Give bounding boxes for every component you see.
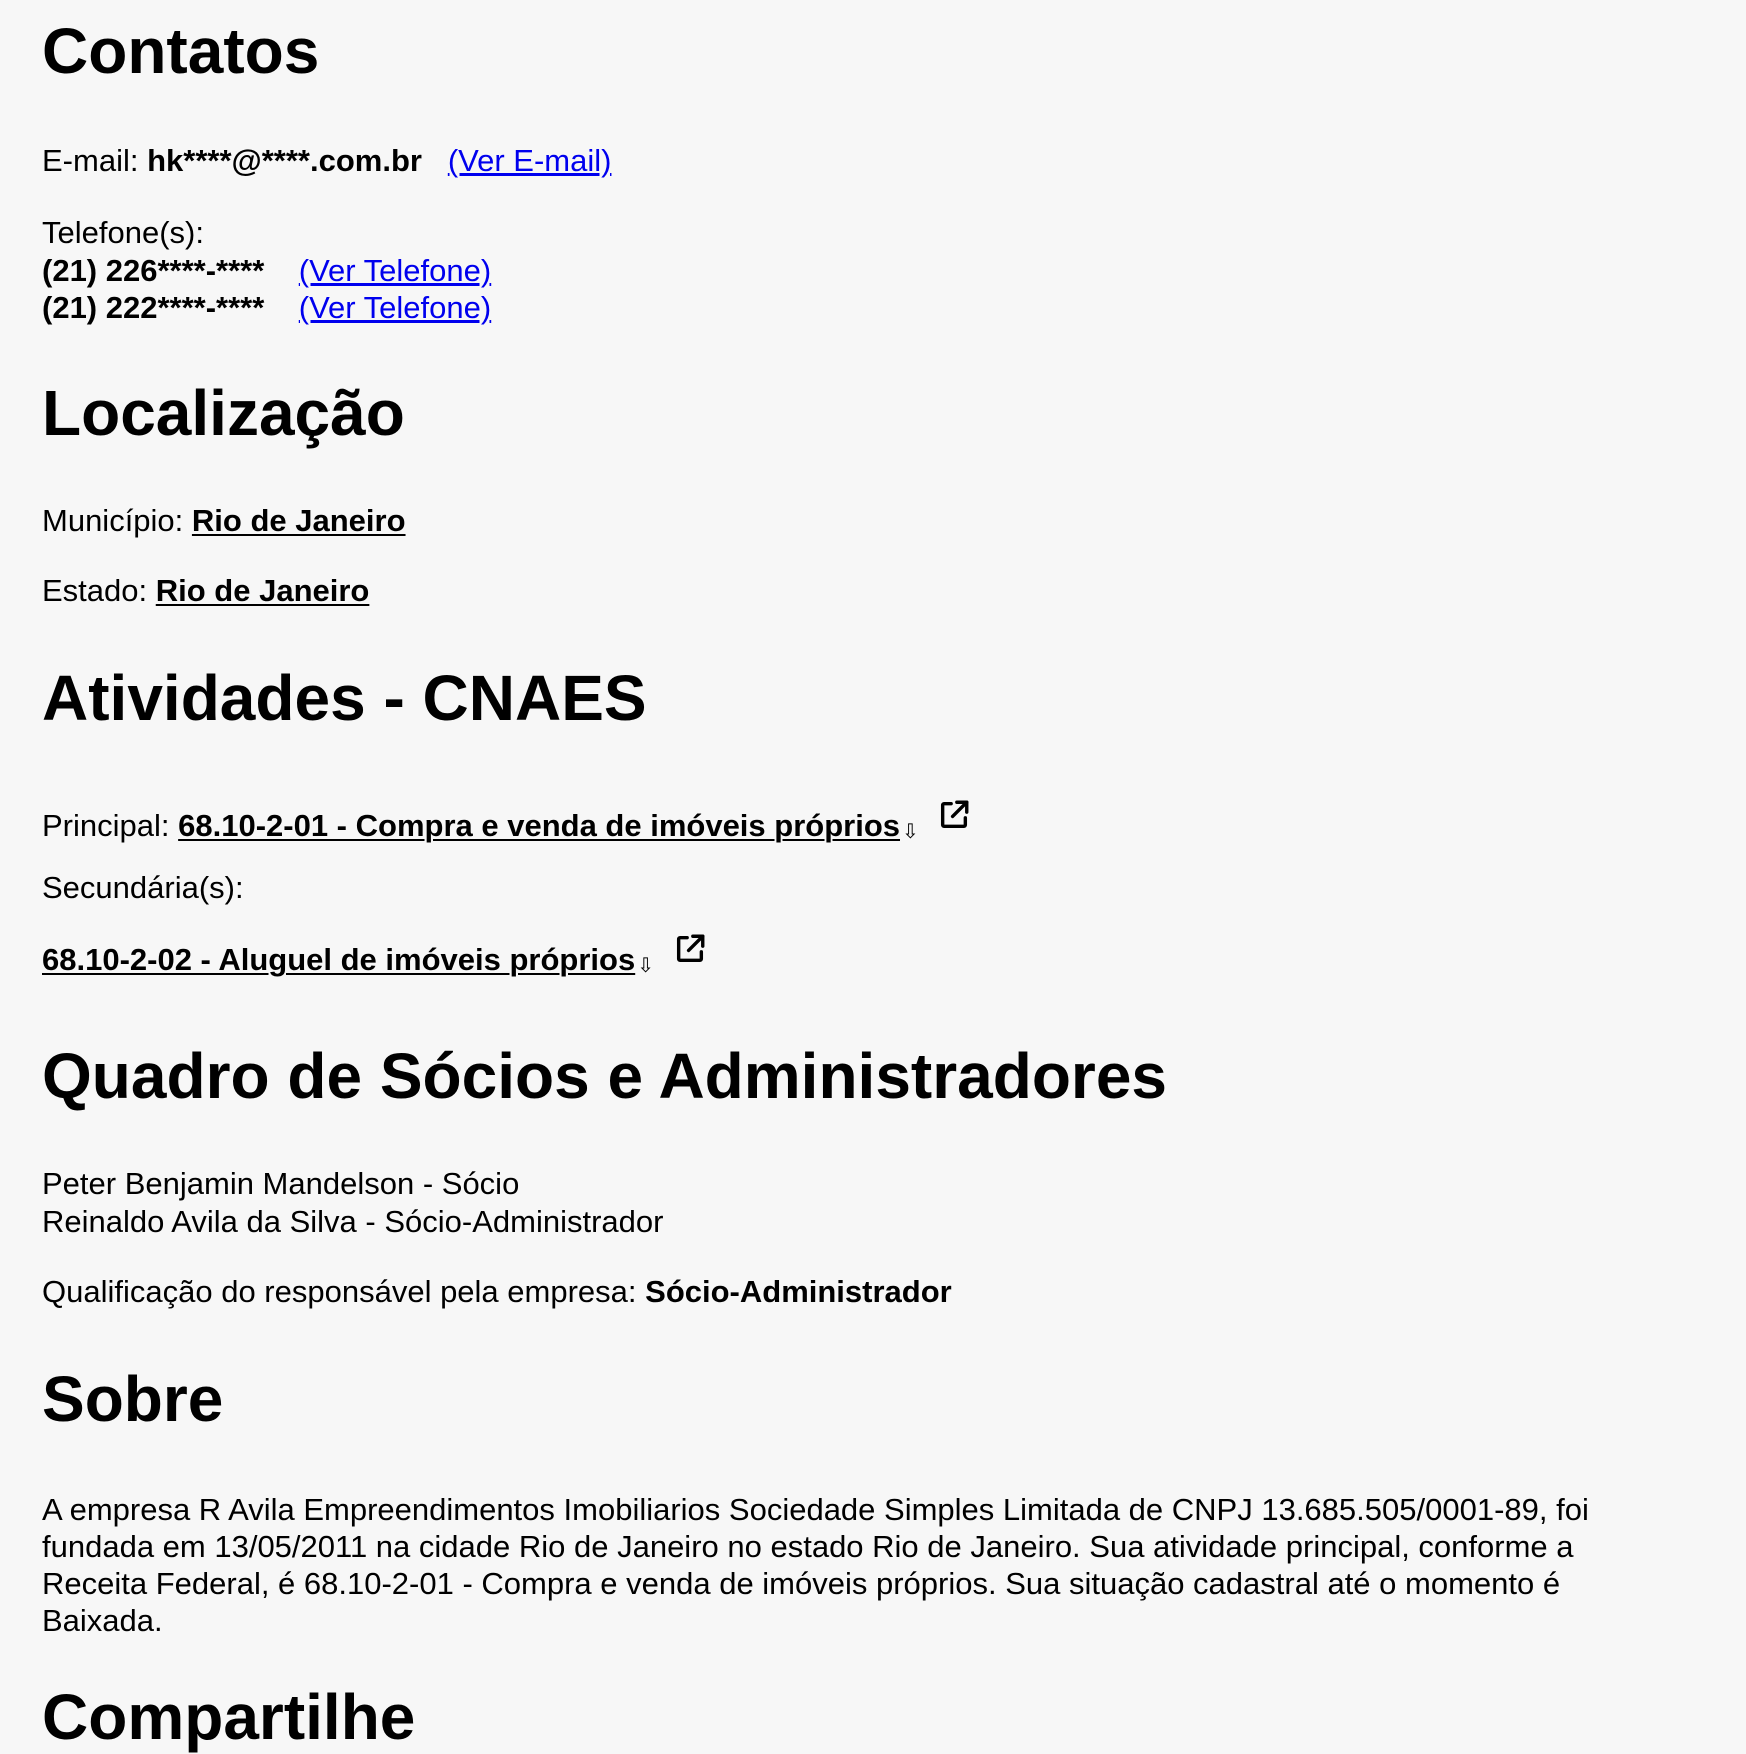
municipio-link[interactable]: Rio de Janeiro <box>191 503 406 538</box>
phone-value: (21) 226****-**** <box>42 253 265 288</box>
email-row <box>42 142 611 179</box>
phone-row <box>42 252 491 289</box>
estado-row <box>42 572 369 609</box>
principal-label: Principal: <box>42 808 170 843</box>
municipio-row <box>42 502 406 539</box>
municipio-label: Município: <box>42 503 184 538</box>
ver-telefone-link[interactable]: (Ver Telefone) <box>298 290 492 325</box>
qualificacao-row <box>42 1273 952 1310</box>
phones-label: Telefone(s): <box>42 215 204 250</box>
atividades-heading: Atividades - CNAES <box>42 662 647 734</box>
cnae-secundaria-link[interactable]: 68.10-2-02 - Aluguel de imóveis próprios <box>42 942 636 977</box>
secundarias-label: Secundária(s): <box>42 870 244 905</box>
arrow-down-icon[interactable]: ⇩ <box>902 821 919 843</box>
contatos-heading: Contatos <box>42 15 320 87</box>
arrow-down-icon[interactable]: ⇩ <box>637 955 654 977</box>
qualificacao-value: Sócio-Administrador <box>645 1274 952 1309</box>
sobre-paragraph: A empresa R Avila Empreendimentos Imobiliarios Sociedade Simples Limitada de CNPJ 13.685.505/0001-89, foi fundada em 13/05/2011 na cidade Rio de Janeiro no estado Rio de Janeiro. Sua atividade principal, conforme a Receita Federal, é 68.10-2-01 - Compra e venda de imóveis próprios. Sua situação cadastral até o momento é Baixada. <box>42 1492 1589 1638</box>
quadro-socios-heading: Quadro de Sócios e Administradores <box>42 1040 1167 1112</box>
compartilhe-heading: Compartilhe <box>42 1681 416 1753</box>
ver-email-link[interactable]: (Ver E-mail) <box>447 143 612 178</box>
cnae-principal-row <box>42 798 971 851</box>
estado-link[interactable]: Rio de Janeiro <box>155 573 370 608</box>
socio-item: Reinaldo Avila da Silva - Sócio-Administrador <box>42 1204 664 1239</box>
cnae-secundaria-row <box>42 932 707 985</box>
phone-value: (21) 222****-**** <box>42 290 265 325</box>
sobre-heading: Sobre <box>42 1363 224 1435</box>
phone-row <box>42 289 491 326</box>
localizacao-heading: Localização <box>42 377 405 449</box>
ver-telefone-link[interactable]: (Ver Telefone) <box>298 253 492 288</box>
qualificacao-label: Qualificação do responsável pela empresa: <box>42 1274 637 1309</box>
external-link-icon[interactable] <box>673 932 707 966</box>
email-value: hk****@****.com.br <box>147 143 422 178</box>
estado-label: Estado: <box>42 573 148 608</box>
cnae-principal-link[interactable]: 68.10-2-01 - Compra e venda de imóveis próprios <box>178 808 900 843</box>
email-label: E-mail: <box>42 143 139 178</box>
socio-item: Peter Benjamin Mandelson - Sócio <box>42 1166 520 1201</box>
external-link-icon[interactable] <box>937 798 971 832</box>
